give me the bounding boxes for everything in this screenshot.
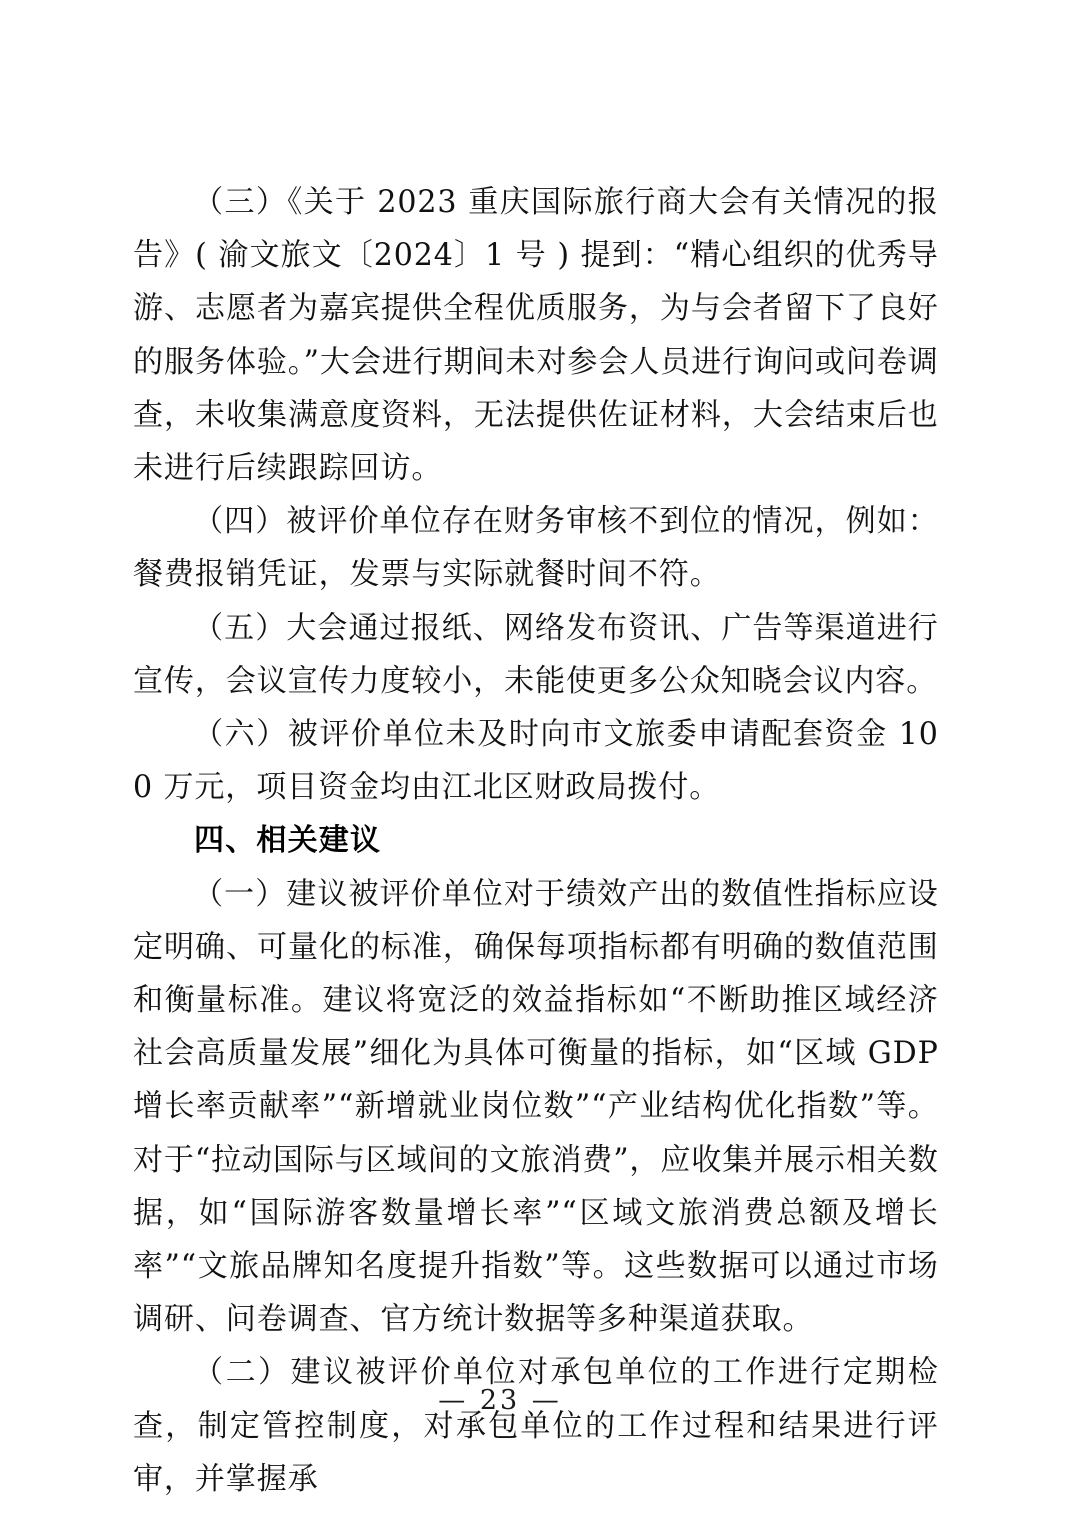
paragraph-recommendation-1: （一）建议被评价单位对于绩效产出的数值性指标应设定明确、可量化的标准，确保每项指标都有明确的数值范围和衡量标准。建议将宽泛的效益指标如“不断助推区域经济社会高质量发展”细化为具体可衡量的指标，如“区域 GDP 增长率贡献率”“新增就业岗位数”“产业结构优化指数”等。对于“拉动国际与区域间的文旅消费”，应收集并展示相关数据，如“国际游客数量增长率”“区域文旅消费总额及增长率”“文旅品牌知名度提升指数”等。这些数据可以通过市场调研、问卷调查、官方统计数据等多种渠道获取。 (133, 876, 939, 1338)
page-number-footer: — 23 — (438, 1385, 562, 1416)
section-heading-recommendations: 四、相关建议 (194, 823, 382, 859)
paragraph-item-5: （五）大会通过报纸、网络发布资讯、广告等渠道进行宣传，会议宣传力度较小，未能使更多公众知晓会议内容。 (133, 610, 939, 699)
page-content (133, 176, 951, 1506)
paragraph-item-3: （三）《关于 2023 重庆国际旅行商大会有关情况的报告》( 渝文旅文〔2024〕1 号 ) 提到：“精心组织的优秀导游、志愿者为嘉宾提供全程优质服务，为与会者留下了良好的服务体验。”大会进行期间未对参会人员进行询问或问卷调查，未收集满意度资料，无法提供佐证材料，大会结束后也未进行后续跟踪回访。 (133, 185, 939, 487)
paragraph-item-6: （六）被评价单位未及时向市文旅委申请配套资金 100 万元，项目资金均由江北区财政局拨付。 (133, 717, 939, 806)
paragraph-item-4: （四）被评价单位存在财务审核不到位的情况，例如：餐费报销凭证，发票与实际就餐时间不符。 (133, 504, 939, 593)
paragraph-recommendation-2: （二）建议被评价单位对承包单位的工作进行定期检查，制定管控制度，对承包单位的工作过程和结果进行评审，并掌握承 (133, 1355, 939, 1497)
